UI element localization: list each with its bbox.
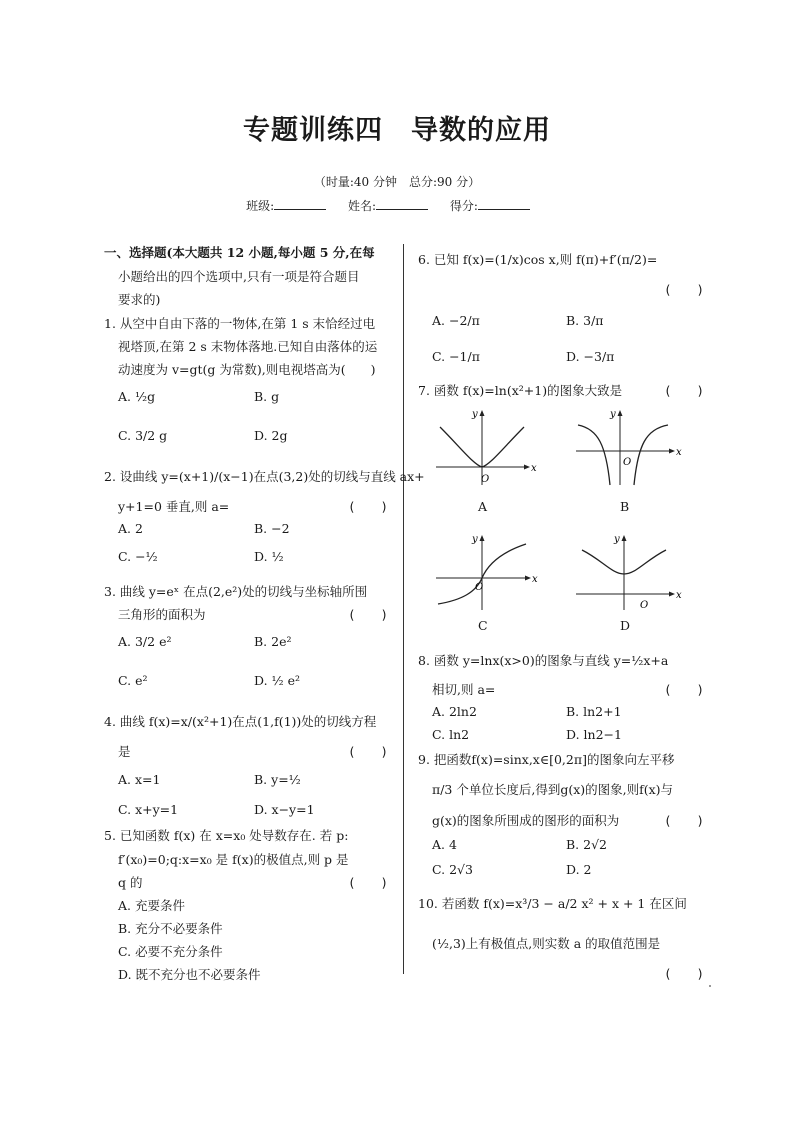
graph-a-y-label: y [472, 409, 478, 420]
graph-d[interactable] [572, 530, 684, 612]
q6-option-b[interactable]: B. 3/π [566, 313, 604, 328]
graph-a-origin: O [481, 474, 490, 485]
q4-option-c[interactable]: C. x+y=1 [118, 802, 179, 817]
column-divider [403, 244, 404, 974]
graph-c-x-label: x [532, 574, 538, 585]
q1-text: 1. 从空中自由下落的一物体,在第 1 s 末恰经过电 [104, 316, 376, 331]
graph-d-x-label: x [676, 590, 682, 601]
q8-text-2: 相切,则 a= [432, 682, 496, 697]
section-line-2: 小题给出的四个选项中,只有一项是符合题目 [118, 269, 360, 284]
q9-option-c[interactable]: C. 2√3 [432, 862, 473, 877]
q4-option-d[interactable]: D. x−y=1 [254, 802, 315, 817]
q3-option-c[interactable]: C. e² [118, 673, 148, 688]
q8-answer-paren[interactable]: ( ) [664, 682, 705, 697]
q5-option-a[interactable]: A. 充要条件 [118, 898, 185, 913]
graph-d-caption: D [620, 618, 631, 633]
q5-text-3: q 的 [118, 875, 143, 890]
q8-text: 8. 函数 y=lnx(x>0)的图象与直线 y=½x+a [418, 653, 669, 668]
q3-text-2: 三角形的面积为 [118, 607, 206, 622]
graph-b-y-label: y [610, 409, 616, 420]
graph-c-origin: O [475, 582, 484, 593]
q2-option-c[interactable]: C. −½ [118, 549, 158, 564]
q1-option-d[interactable]: D. 2g [254, 428, 288, 443]
q8-option-b[interactable]: B. ln2+1 [566, 704, 622, 719]
section-heading: 一、选择题(本大题共 12 小题,每小题 5 分,在每 [104, 245, 375, 260]
q3-option-d[interactable]: D. ½ e² [254, 673, 301, 688]
q10-answer-paren[interactable]: ( ) [664, 966, 705, 981]
graph-c-y-label: y [472, 534, 478, 545]
q2-option-d[interactable]: D. ½ [254, 549, 284, 564]
q6-option-a[interactable]: A. −2/π [432, 313, 480, 328]
q4-text-2: 是 [118, 744, 131, 759]
q3-answer-paren[interactable]: ( ) [348, 607, 389, 622]
graph-a-x-label: x [531, 463, 537, 474]
q8-option-c[interactable]: C. ln2 [432, 727, 470, 742]
q10-text: 10. 若函数 f(x)=x³/3 − a/2 x² + x + 1 在区间 [418, 896, 687, 911]
q5-option-c[interactable]: C. 必要不充分条件 [118, 944, 223, 959]
q5-text: 5. 已知函数 f(x) 在 x=x₀ 处导数存在. 若 p: [104, 828, 349, 843]
q1-option-a[interactable]: A. ½g [118, 389, 156, 404]
graph-b[interactable] [572, 405, 684, 487]
q5-option-b[interactable]: B. 充分不必要条件 [118, 921, 223, 936]
section-line-3: 要求的) [118, 292, 161, 307]
q4-option-a[interactable]: A. x=1 [118, 772, 161, 787]
q8-option-d[interactable]: D. ln2−1 [566, 727, 622, 742]
q1-text-3: 动速度为 v=gt(g 为常数),则电视塔高为( ) [118, 362, 376, 377]
q3-option-b[interactable]: B. 2e² [254, 634, 292, 649]
graph-b-origin: O [623, 457, 632, 468]
q4-answer-paren[interactable]: ( ) [348, 744, 389, 759]
q5-option-d[interactable]: D. 既不充分也不必要条件 [118, 967, 261, 982]
q9-text-2: π/3 个单位长度后,得到g(x)的图象,则f(x)与 [432, 782, 674, 797]
q1-text-2: 视塔顶,在第 2 s 末物体落地.已知自由落体的运 [118, 339, 378, 354]
graph-b-caption: B [620, 499, 630, 514]
q3-text: 3. 曲线 y=eˣ 在点(2,e²)处的切线与坐标轴所围 [104, 584, 368, 599]
q9-option-d[interactable]: D. 2 [566, 862, 592, 877]
q9-answer-paren[interactable]: ( ) [664, 813, 705, 828]
q6-option-d[interactable]: D. −3/π [566, 349, 615, 364]
name-label: 姓名: [347, 199, 377, 213]
q1-option-c[interactable]: C. 3/2 g [118, 428, 168, 443]
q5-answer-paren[interactable]: ( ) [348, 875, 389, 890]
q10-text-2: (½,3)上有极值点,则实数 a 的取值范围是 [432, 936, 661, 951]
graph-b-x-label: x [676, 447, 682, 458]
q2-option-a[interactable]: A. 2 [118, 521, 143, 536]
q2-option-b[interactable]: B. −2 [254, 521, 290, 536]
q9-option-a[interactable]: A. 4 [432, 837, 457, 852]
name-blank[interactable] [376, 197, 428, 210]
q2-text: 2. 设曲线 y=(x+1)/(x−1)在点(3,2)处的切线与直线 ax+ [104, 469, 425, 484]
graph-d-y-label: y [614, 534, 620, 545]
page-title: 专题训练四 导数的应用 [243, 115, 551, 146]
q4-option-b[interactable]: B. y=½ [254, 772, 301, 787]
q9-text: 9. 把函数f(x)=sinx,x∈[0,2π]的图象向左平移 [418, 752, 675, 767]
graph-c[interactable] [432, 530, 540, 612]
q6-option-c[interactable]: C. −1/π [432, 349, 480, 364]
scan-speck [709, 985, 711, 987]
q8-option-a[interactable]: A. 2ln2 [432, 704, 477, 719]
score-label: 得分: [449, 199, 478, 213]
q7-text: 7. 函数 f(x)=ln(x²+1)的图象大致是 [418, 383, 623, 398]
student-info-line [0, 197, 794, 214]
q6-answer-paren[interactable]: ( ) [664, 282, 705, 297]
q5-text-2: f′(x₀)=0;q:x=x₀ 是 f(x)的极值点,则 p 是 [118, 852, 349, 867]
graph-a[interactable] [432, 405, 536, 487]
class-blank[interactable] [274, 197, 326, 210]
q1-option-b[interactable]: B. g [254, 389, 280, 404]
graph-a-caption: A [478, 499, 488, 514]
q2-answer-paren[interactable]: ( ) [348, 499, 389, 514]
q9-option-b[interactable]: B. 2√2 [566, 837, 608, 852]
q6-text: 6. 已知 f(x)=(1/x)cos x,则 f(π)+f′(π/2)= [418, 252, 658, 267]
score-blank[interactable] [478, 197, 530, 210]
class-label: 班级: [246, 199, 275, 213]
q3-option-a[interactable]: A. 3/2 e² [118, 634, 172, 649]
time-score-info: （时量:40 分钟 总分:90 分） [313, 175, 481, 189]
graph-d-origin: O [640, 600, 649, 611]
graph-c-caption: C [478, 618, 488, 633]
q9-text-3: g(x)的图象所围成的图形的面积为 [432, 813, 620, 828]
q2-text-2: y+1=0 垂直,则 a= [118, 499, 230, 514]
q4-text: 4. 曲线 f(x)=x/(x²+1)在点(1,f(1))处的切线方程 [104, 714, 377, 729]
q7-answer-paren[interactable]: ( ) [664, 383, 705, 398]
